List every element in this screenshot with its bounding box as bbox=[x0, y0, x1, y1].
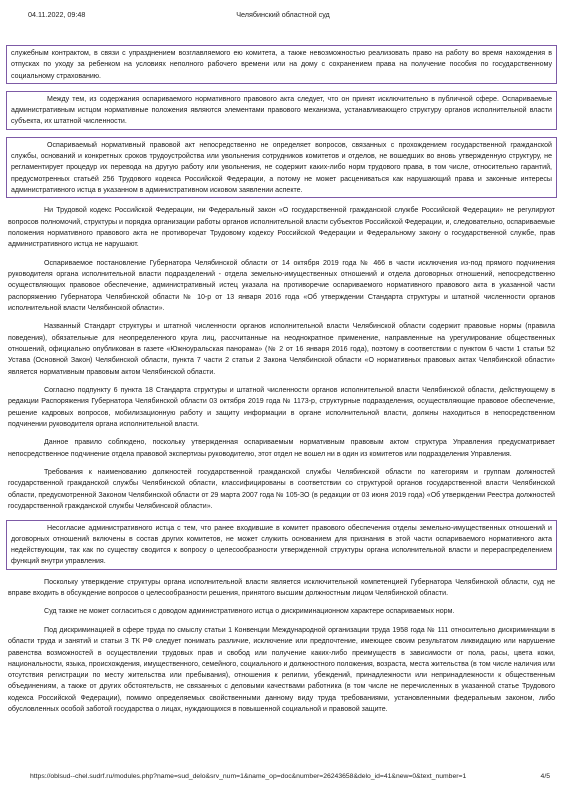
paragraph: Ни Трудовой кодекс Российской Федерации, ни Федеральный закон «О государственной гражданской службе Российской Федерации» не регулируют вопросов полномочий, структуры и порядка организации работы органов исполнительной власти субъектов Российской Федерации, и, следовательно, оспариваемые положения нормативного правового акта не противоречат Трудовому кодексу Российской Федерации и Федеральному закону о государственной службе, прав административного истца не нарушают. bbox=[8, 207, 555, 249]
paragraph: Поскольку утверждение структуры органа исполнительной власти является исключительной компетенцией Губернатора Челябинской области, суд не вправе входить в обсуждение вопросов о целесообразности решения, принятого высшим должностным лицом Челябинской области. bbox=[8, 578, 555, 597]
highlighted-paragraph: Оспариваемый нормативный правовой акт непосредственно не определяет вопросов, связанных с прохождением государственной гражданской службы, оснований и конкретных сроков трудоустройства или увольнения сотрудников комитетов и отделов, не вошедших во вновь утвержденную структуру, не регламентирует процедур их перевода на другую работу или увольнения, не содержит каких-либо норм трудового права, в том числе, относительно гарантий, предусмотренных статьёй 256 Трудового кодекса Российской Федерации, а потому не может расцениваться как нарушающий права и законные интересы административного истца в указанном в административном исковом заявлении аспекте. bbox=[6, 137, 557, 198]
page-url: https://oblsud--chel.sudrf.ru/modules.php?name=sud_delo&srv_num=1&name_op=doc&number=26243658&delo_id=41&new=0&text_number=1 bbox=[30, 773, 467, 780]
paragraph: Суд также не может согласиться с доводом административного истца о дискриминационном характере оспариваемых норм. bbox=[44, 608, 455, 616]
print-source-title: Челябинский областной суд bbox=[236, 10, 330, 19]
paragraph: Оспариваемое постановление Губернатора Челябинской области от 14 октября 2019 года № 466 в части исключения из-под прямого подчинения руководителя органа исполнительной власти подразделений - отдела земельно-имущественных отношений и отдела договорных отношений, непосредственно осуществляющих правовое обеспечение, административный истец указала на противоречие оспариваемого нормативного правового акта в указанной части распоряжению Губернатора Челябинской области № 10-р от 13 января 2016 года «Об утверждении Стандарта структуры и штатной численности органов исполнительной власти Челябинской области». bbox=[8, 259, 555, 312]
paragraph: Данное правило соблюдено, поскольку утвержденная оспариваемым нормативным правовым актом структура Управления предусматривает непосредственное подчинение отдела правовой экспертизы руководителю, этот отдел не вошел ни в один из комитетов или подразделения Управления. bbox=[8, 439, 555, 458]
document-body bbox=[6, 45, 557, 723]
paragraph: Названный Стандарт структуры и штатной численности органов исполнительной власти Челябинской области содержит правовые нормы (правила поведения), обязательные для неопределенного круга лиц, рассчитанные на неоднократное применение, направленные на урегулирование общественных отношений, официально опубликован в газете «Южноуральская панорама» (№ 2 от 16 января 2016 года), поэтому в соответствии с пунктом 6 части 1 статьи 52 Устава (Основной Закон) Челябинской области, пункта 7 части 2 статьи 2 Закона Челябинской области «О нормативных правовых актах Челябинской области» является нормативным правовым актом Челябинской области. bbox=[8, 323, 555, 376]
paragraph: Требования к наименованию должностей государственной гражданской службы Челябинской области по категориям и группам должностей государственной гражданской службы Челябинской области, классифицированы в соответствии со структурой органов государственной власти Челябинской области, предусмотренной Законом Челябинской области от 29 марта 2007 года № 105-ЗО (в редакции от 03 июня 2019 года) «Об утверждении Реестра должностей государственной гражданской службы Челябинской области». bbox=[8, 469, 555, 511]
page-number: 4/5 bbox=[540, 773, 550, 780]
paragraph: Под дискриминацией в сфере труда по смыслу статьи 1 Конвенции Международной организации труда 1958 года № 111 относительно дискриминации в области труда и занятий и статьи 3 ТК РФ следует понимать различие, исключение или предпочтение, имеющее своим результатом ликвидацию или нарушение равенства возможностей в осуществлении трудовых прав и свобод или получение каких-либо преимуществ в зависимости от пола, расы, цвета кожи, национальности, языка, происхождения, имущественного, семейного, социального и должностного положения, возраста, места жительства (в том числе наличия или отсутствия регистрации по месту жительства или пребывания), отношения к религии, убеждений, принадлежности или непринадлежности к общественным объединениям, а также от других обстоятельств, не связанных с деловыми качествами работника (в том числе не перечисленных в указанной статье Трудового кодекса Российской Федерации), помимо определяемых свойственными данному виду труда требованиями, установленными федеральным законом, либо обусловленных особой заботой государства о лицах, нуждающихся в повышенной социальной и правовой защите. bbox=[8, 626, 555, 714]
highlighted-paragraph: служебным контрактом, в связи с упразднением возглавляемого ею комитета, а также невозможностью реализовать право на работу во время нахождения в отпусках по уходу за ребенком на условиях неполного рабочего времени или на дому с сохранением права на получение пособия по государственному социальному страхованию. bbox=[6, 45, 557, 84]
highlighted-paragraph: Несогласие административного истца с тем, что ранее входившие в комитет правового обеспечения отделы земельно-имущественных отношений и договорных отношений включены в состав других комитетов, не может служить основанием для признания в этой части оспариваемого нормативного акта недействующим, так как по существу сводится к вопросу о целесообразности утвержденной структуры органа исполнительной власти и перераспределением функций внутри управления. bbox=[6, 520, 557, 570]
highlighted-paragraph: Между тем, из содержания оспариваемого нормативного правового акта следует, что он принят исключительно в публичной сфере. Оспариваемые административным истцом нормативные положения являются элементами правового механизма, устанавливающего структуру органов исполнительной власти субъекта, их штатной численности. bbox=[6, 91, 557, 130]
print-footer bbox=[30, 773, 550, 785]
paragraph: Согласно подпункту 6 пункта 18 Стандарта структуры и штатной численности органов исполнительной власти Челябинской области, действующему в редакции Распоряжения Губернатора Челябинской области 03 октября 2019 года № 1173-р, структурные подразделения, осуществляющие правовое обеспечение, решение кадровых вопросов, мобилизационную работу и защиту информации в органе исполнительной власти, должны находиться в непосредственном подчинении руководителя органа исполнительной власти. bbox=[8, 386, 555, 428]
print-header bbox=[0, 10, 566, 24]
print-datetime: 04.11.2022, 09:48 bbox=[28, 10, 86, 19]
